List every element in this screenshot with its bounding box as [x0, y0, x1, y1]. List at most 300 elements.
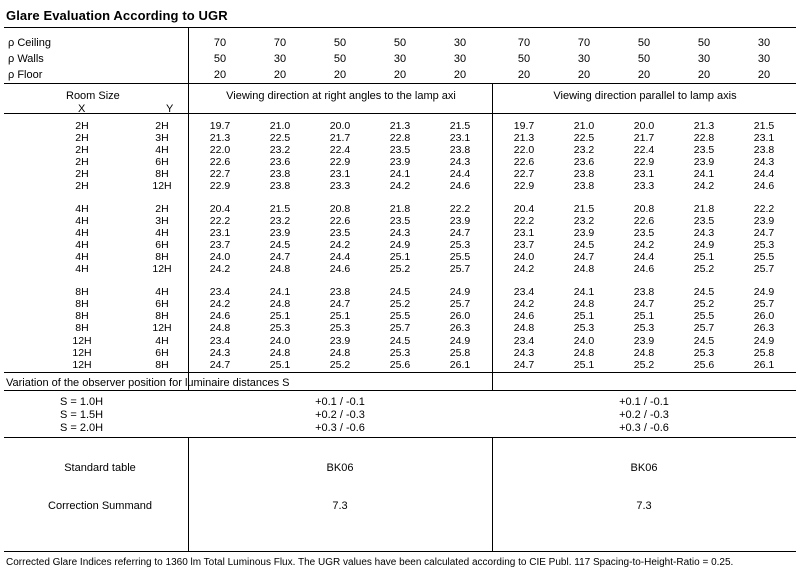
row-value: 21.7	[329, 132, 351, 144]
row-value: 25.7	[449, 298, 471, 310]
row-value: 24.8	[269, 347, 291, 359]
divider-summary-mid	[492, 437, 493, 551]
row-value: 23.1	[449, 132, 471, 144]
row-value: 22.9	[633, 156, 655, 168]
table-row	[0, 251, 800, 263]
row-x: 4H	[75, 215, 89, 227]
row-value: 24.9	[449, 335, 471, 347]
row-value: 22.9	[209, 180, 231, 192]
row-y: 2H	[155, 120, 169, 132]
row-value: 24.4	[633, 251, 655, 263]
row-value: 23.1	[633, 168, 655, 180]
row-x: 12H	[72, 335, 92, 347]
row-value: 21.0	[269, 120, 291, 132]
reflectance-ceiling-6: 70	[517, 37, 531, 49]
row-y: 6H	[155, 239, 169, 251]
row-value: 23.4	[513, 286, 535, 298]
row-x: 2H	[75, 156, 89, 168]
reflectance-floor-5: 20	[453, 69, 467, 81]
reflectance-floor-8: 20	[637, 69, 651, 81]
table-row	[0, 215, 800, 227]
row-value: 21.5	[449, 120, 471, 132]
row-value: 25.8	[449, 347, 471, 359]
row-value: 22.6	[513, 156, 535, 168]
row-value: 26.1	[753, 359, 775, 371]
row-value: 24.8	[573, 298, 595, 310]
divider-footer	[4, 551, 796, 552]
row-y: 2H	[155, 203, 169, 215]
reflectance-ceiling-10: 30	[757, 37, 771, 49]
row-value: 24.4	[449, 168, 471, 180]
reflectance-walls-7: 30	[577, 53, 591, 65]
row-x: 2H	[75, 168, 89, 180]
divider-reflectance	[4, 83, 796, 84]
row-value: 25.1	[269, 359, 291, 371]
row-value: 26.3	[449, 322, 471, 334]
row-value: 23.3	[329, 180, 351, 192]
row-value: 23.9	[329, 335, 351, 347]
reflectance-floor-4: 20	[393, 69, 407, 81]
row-value: 23.9	[633, 335, 655, 347]
reflectance-values-walls	[190, 53, 796, 67]
row-value: 24.3	[693, 227, 715, 239]
row-value: 25.6	[693, 359, 715, 371]
row-value: 20.8	[329, 203, 351, 215]
row-value: 24.6	[633, 263, 655, 275]
row-y: 3H	[155, 215, 169, 227]
variation-right-2: +0.2 / -0.3	[619, 409, 669, 421]
table-row	[0, 144, 800, 156]
viewing-direction-parallel-header: Viewing direction parallel to lamp axis	[553, 90, 737, 102]
row-value: 25.2	[633, 359, 655, 371]
row-x: 4H	[75, 203, 89, 215]
table-row	[0, 239, 800, 251]
row-value: 25.6	[389, 359, 411, 371]
table-row	[0, 180, 800, 192]
row-value: 22.5	[573, 132, 595, 144]
row-y: 6H	[155, 298, 169, 310]
row-value: 23.8	[269, 180, 291, 192]
row-value: 25.1	[329, 310, 351, 322]
row-value: 22.7	[513, 168, 535, 180]
row-value: 25.7	[389, 322, 411, 334]
row-value: 24.9	[449, 286, 471, 298]
row-value: 22.0	[513, 144, 535, 156]
row-value: 25.3	[633, 322, 655, 334]
row-value: 23.5	[389, 215, 411, 227]
row-value: 23.1	[209, 227, 231, 239]
reflectance-ceiling-8: 50	[637, 37, 651, 49]
row-value: 25.3	[389, 347, 411, 359]
table-row	[0, 347, 800, 359]
row-value: 25.1	[269, 310, 291, 322]
row-value: 22.4	[633, 144, 655, 156]
table-row	[0, 227, 800, 239]
variation-heading: Variation of the observer position for luminaire distances S	[6, 377, 290, 389]
reflectance-label-walls: ρ Walls	[8, 53, 44, 65]
row-value: 24.8	[209, 322, 231, 334]
row-value: 22.2	[513, 215, 535, 227]
row-value: 23.6	[269, 156, 291, 168]
row-value: 24.2	[329, 239, 351, 251]
table-row	[0, 359, 800, 371]
row-value: 23.9	[753, 215, 775, 227]
variation-left-3: +0.3 / -0.6	[315, 422, 365, 434]
row-value: 25.3	[449, 239, 471, 251]
row-value: 25.3	[329, 322, 351, 334]
row-value: 21.5	[753, 120, 775, 132]
row-value: 23.1	[753, 132, 775, 144]
row-value: 24.4	[329, 251, 351, 263]
row-value: 21.5	[269, 203, 291, 215]
variation-left-1: +0.1 / -0.1	[315, 396, 365, 408]
row-value: 25.1	[389, 251, 411, 263]
row-value: 25.3	[693, 347, 715, 359]
row-value: 24.5	[269, 239, 291, 251]
reflectance-walls-8: 50	[637, 53, 651, 65]
variation-label-2: S = 1.5H	[60, 409, 104, 421]
row-y: 4H	[155, 227, 169, 239]
row-value: 25.7	[753, 298, 775, 310]
row-value: 25.1	[573, 359, 595, 371]
row-y: 8H	[155, 359, 169, 371]
divider-variation-bottom	[4, 437, 796, 438]
table-row	[0, 120, 800, 132]
row-value: 23.5	[693, 144, 715, 156]
row-value: 24.1	[389, 168, 411, 180]
row-value: 23.1	[329, 168, 351, 180]
row-value: 22.9	[513, 180, 535, 192]
row-y: 6H	[155, 156, 169, 168]
row-value: 23.2	[269, 215, 291, 227]
row-value: 23.1	[513, 227, 535, 239]
row-value: 22.0	[209, 144, 231, 156]
table-row	[0, 286, 800, 298]
row-value: 25.7	[449, 263, 471, 275]
variation-left-2: +0.2 / -0.3	[315, 409, 365, 421]
row-value: 24.8	[269, 263, 291, 275]
row-value: 25.5	[389, 310, 411, 322]
row-value: 24.3	[209, 347, 231, 359]
row-value: 24.8	[329, 347, 351, 359]
row-value: 24.3	[449, 156, 471, 168]
row-value: 25.2	[693, 263, 715, 275]
standard-table-label: Standard table	[64, 462, 136, 474]
reflectance-floor-7: 20	[577, 69, 591, 81]
row-value: 25.3	[753, 239, 775, 251]
row-value: 19.7	[513, 120, 535, 132]
row-value: 21.5	[573, 203, 595, 215]
row-value: 21.3	[209, 132, 231, 144]
reflectance-ceiling-7: 70	[577, 37, 591, 49]
row-x: 8H	[75, 286, 89, 298]
row-x: 8H	[75, 310, 89, 322]
reflectance-ceiling-2: 70	[273, 37, 287, 49]
row-x: 4H	[75, 239, 89, 251]
row-value: 24.1	[573, 286, 595, 298]
row-value: 24.0	[573, 335, 595, 347]
row-value: 24.2	[513, 298, 535, 310]
row-y: 4H	[155, 335, 169, 347]
row-value: 24.2	[693, 180, 715, 192]
row-y: 3H	[155, 132, 169, 144]
row-value: 24.9	[693, 239, 715, 251]
reflectance-walls-4: 30	[393, 53, 407, 65]
row-value: 24.3	[753, 156, 775, 168]
row-value: 23.9	[269, 227, 291, 239]
row-value: 24.1	[693, 168, 715, 180]
room-size-title: Room Size	[66, 90, 120, 102]
viewing-direction-perpendicular-header: Viewing direction at right angles to the lamp axi	[226, 90, 456, 102]
row-value: 20.8	[633, 203, 655, 215]
row-value: 23.8	[573, 180, 595, 192]
footer-note: Corrected Glare Indices referring to 1360 lm Total Luminous Flux. The UGR values have been calculated according to CIE Publ. 117 Spacing-to-Height-Ratio = 0.25.	[6, 557, 734, 568]
row-x: 12H	[72, 347, 92, 359]
divider-direction-header	[4, 113, 796, 114]
row-value: 22.6	[209, 156, 231, 168]
reflectance-walls-6: 50	[517, 53, 531, 65]
row-value: 24.9	[753, 286, 775, 298]
divider-title	[4, 27, 796, 28]
row-value: 24.2	[633, 239, 655, 251]
row-value: 24.8	[513, 322, 535, 334]
row-value: 25.2	[389, 298, 411, 310]
reflectance-ceiling-4: 50	[393, 37, 407, 49]
row-value: 24.5	[389, 286, 411, 298]
row-value: 21.3	[693, 120, 715, 132]
row-value: 22.2	[209, 215, 231, 227]
row-value: 24.7	[753, 227, 775, 239]
row-value: 20.4	[513, 203, 535, 215]
table-row	[0, 132, 800, 144]
row-value: 24.3	[513, 347, 535, 359]
row-y: 8H	[155, 310, 169, 322]
row-value: 24.2	[209, 263, 231, 275]
row-value: 24.0	[513, 251, 535, 263]
reflectance-label-ceiling: ρ Ceiling	[8, 37, 51, 49]
correction-summand-left-value: 7.3	[332, 500, 348, 512]
reflectance-walls-9: 30	[697, 53, 711, 65]
row-value: 26.0	[753, 310, 775, 322]
row-value: 23.5	[389, 144, 411, 156]
row-value: 24.8	[573, 347, 595, 359]
reflectance-floor-2: 20	[273, 69, 287, 81]
reflectance-walls-2: 30	[273, 53, 287, 65]
variation-label-3: S = 2.0H	[60, 422, 104, 434]
row-value: 24.5	[693, 335, 715, 347]
row-value: 24.6	[329, 263, 351, 275]
row-x: 12H	[72, 359, 92, 371]
reflectance-floor-3: 20	[333, 69, 347, 81]
row-value: 23.2	[573, 144, 595, 156]
row-y: 12H	[152, 322, 172, 334]
row-value: 25.3	[573, 322, 595, 334]
row-value: 21.8	[389, 203, 411, 215]
row-value: 25.1	[693, 251, 715, 263]
reflectance-walls-1: 50	[213, 53, 227, 65]
row-x: 2H	[75, 120, 89, 132]
variation-right-1: +0.1 / -0.1	[619, 396, 669, 408]
row-value: 24.8	[573, 263, 595, 275]
row-y: 12H	[152, 180, 172, 192]
standard-table-right-value: BK06	[630, 462, 658, 474]
reflectance-ceiling-3: 50	[333, 37, 347, 49]
row-value: 22.9	[329, 156, 351, 168]
row-value: 23.8	[633, 286, 655, 298]
row-value: 21.3	[389, 120, 411, 132]
row-value: 20.0	[329, 120, 351, 132]
row-value: 24.7	[513, 359, 535, 371]
row-value: 25.3	[269, 322, 291, 334]
row-value: 23.5	[633, 227, 655, 239]
row-value: 19.7	[209, 120, 231, 132]
row-value: 25.2	[329, 359, 351, 371]
reflectance-ceiling-9: 50	[697, 37, 711, 49]
reflectance-floor-10: 20	[757, 69, 771, 81]
row-value: 23.2	[573, 215, 595, 227]
table-row	[0, 203, 800, 215]
row-value: 21.0	[573, 120, 595, 132]
row-value: 22.6	[329, 215, 351, 227]
row-value: 23.8	[269, 168, 291, 180]
row-value: 24.8	[633, 347, 655, 359]
row-x: 2H	[75, 144, 89, 156]
row-value: 23.3	[633, 180, 655, 192]
table-row	[0, 310, 800, 322]
row-value: 24.5	[573, 239, 595, 251]
table-row	[0, 168, 800, 180]
row-value: 25.2	[389, 263, 411, 275]
row-value: 25.2	[693, 298, 715, 310]
row-value: 23.7	[209, 239, 231, 251]
row-value: 23.9	[573, 227, 595, 239]
row-x: 8H	[75, 322, 89, 334]
row-value: 24.3	[389, 227, 411, 239]
row-y: 4H	[155, 286, 169, 298]
row-value: 22.5	[269, 132, 291, 144]
row-value: 24.0	[269, 335, 291, 347]
row-value: 23.2	[269, 144, 291, 156]
row-value: 24.7	[633, 298, 655, 310]
reflectance-walls-5: 30	[453, 53, 467, 65]
reflectance-floor-6: 20	[517, 69, 531, 81]
row-value: 23.6	[573, 156, 595, 168]
row-x: 4H	[75, 263, 89, 275]
room-size-y-label: Y	[166, 103, 174, 115]
variation-label-1: S = 1.0H	[60, 396, 104, 408]
row-y: 12H	[152, 263, 172, 275]
row-value: 23.8	[329, 286, 351, 298]
row-value: 21.7	[633, 132, 655, 144]
row-value: 23.9	[449, 215, 471, 227]
row-value: 23.5	[693, 215, 715, 227]
table-row	[0, 156, 800, 168]
row-value: 24.7	[329, 298, 351, 310]
row-value: 23.8	[449, 144, 471, 156]
row-x: 4H	[75, 227, 89, 239]
row-value: 20.0	[633, 120, 655, 132]
row-value: 25.7	[693, 322, 715, 334]
row-value: 26.3	[753, 322, 775, 334]
reflectance-label-floor: ρ Floor	[8, 69, 43, 81]
row-value: 24.8	[269, 298, 291, 310]
row-value: 22.4	[329, 144, 351, 156]
row-value: 24.7	[573, 251, 595, 263]
row-value: 23.9	[389, 156, 411, 168]
row-value: 20.4	[209, 203, 231, 215]
row-value: 25.8	[753, 347, 775, 359]
row-value: 24.6	[449, 180, 471, 192]
row-value: 23.7	[513, 239, 535, 251]
reflectance-floor-1: 20	[213, 69, 227, 81]
reflectance-floor-9: 20	[697, 69, 711, 81]
row-value: 25.1	[573, 310, 595, 322]
table-row	[0, 322, 800, 334]
correction-summand-label: Correction Summand	[48, 500, 152, 512]
row-x: 2H	[75, 180, 89, 192]
row-value: 22.7	[209, 168, 231, 180]
row-value: 24.9	[753, 335, 775, 347]
row-value: 24.5	[389, 335, 411, 347]
row-value: 23.5	[329, 227, 351, 239]
row-value: 24.1	[269, 286, 291, 298]
divider-data-bottom	[4, 372, 796, 373]
row-value: 24.9	[389, 239, 411, 251]
divider-variation-heading	[4, 390, 796, 391]
variation-right-3: +0.3 / -0.6	[619, 422, 669, 434]
row-value: 23.4	[209, 335, 231, 347]
row-y: 4H	[155, 144, 169, 156]
row-value: 22.2	[449, 203, 471, 215]
row-value: 25.5	[449, 251, 471, 263]
row-value: 24.2	[209, 298, 231, 310]
reflectance-ceiling-5: 30	[453, 37, 467, 49]
reflectance-values-ceiling	[190, 37, 796, 51]
room-size-x-label: X	[78, 103, 86, 115]
divider-summary-left	[188, 437, 189, 551]
row-value: 24.7	[209, 359, 231, 371]
standard-table-left-value: BK06	[326, 462, 354, 474]
row-value: 21.8	[693, 203, 715, 215]
row-value: 22.6	[633, 215, 655, 227]
correction-summand-right-value: 7.3	[636, 500, 652, 512]
row-value: 24.0	[209, 251, 231, 263]
reflectance-walls-3: 50	[333, 53, 347, 65]
row-value: 23.9	[693, 156, 715, 168]
row-value: 22.8	[389, 132, 411, 144]
row-value: 24.6	[753, 180, 775, 192]
row-value: 24.2	[389, 180, 411, 192]
row-value: 24.4	[753, 168, 775, 180]
page-title: Glare Evaluation According to UGR	[6, 8, 228, 23]
table-row	[0, 335, 800, 347]
row-x: 8H	[75, 298, 89, 310]
row-y: 6H	[155, 347, 169, 359]
row-value: 25.7	[753, 263, 775, 275]
row-value: 24.5	[693, 286, 715, 298]
reflectance-ceiling-1: 70	[213, 37, 227, 49]
row-value: 24.7	[269, 251, 291, 263]
row-value: 23.4	[209, 286, 231, 298]
row-value: 25.1	[633, 310, 655, 322]
row-value: 23.8	[573, 168, 595, 180]
reflectance-values-floor	[190, 69, 796, 83]
row-value: 24.2	[513, 263, 535, 275]
row-x: 2H	[75, 132, 89, 144]
row-value: 26.1	[449, 359, 471, 371]
row-x: 4H	[75, 251, 89, 263]
row-value: 24.6	[209, 310, 231, 322]
